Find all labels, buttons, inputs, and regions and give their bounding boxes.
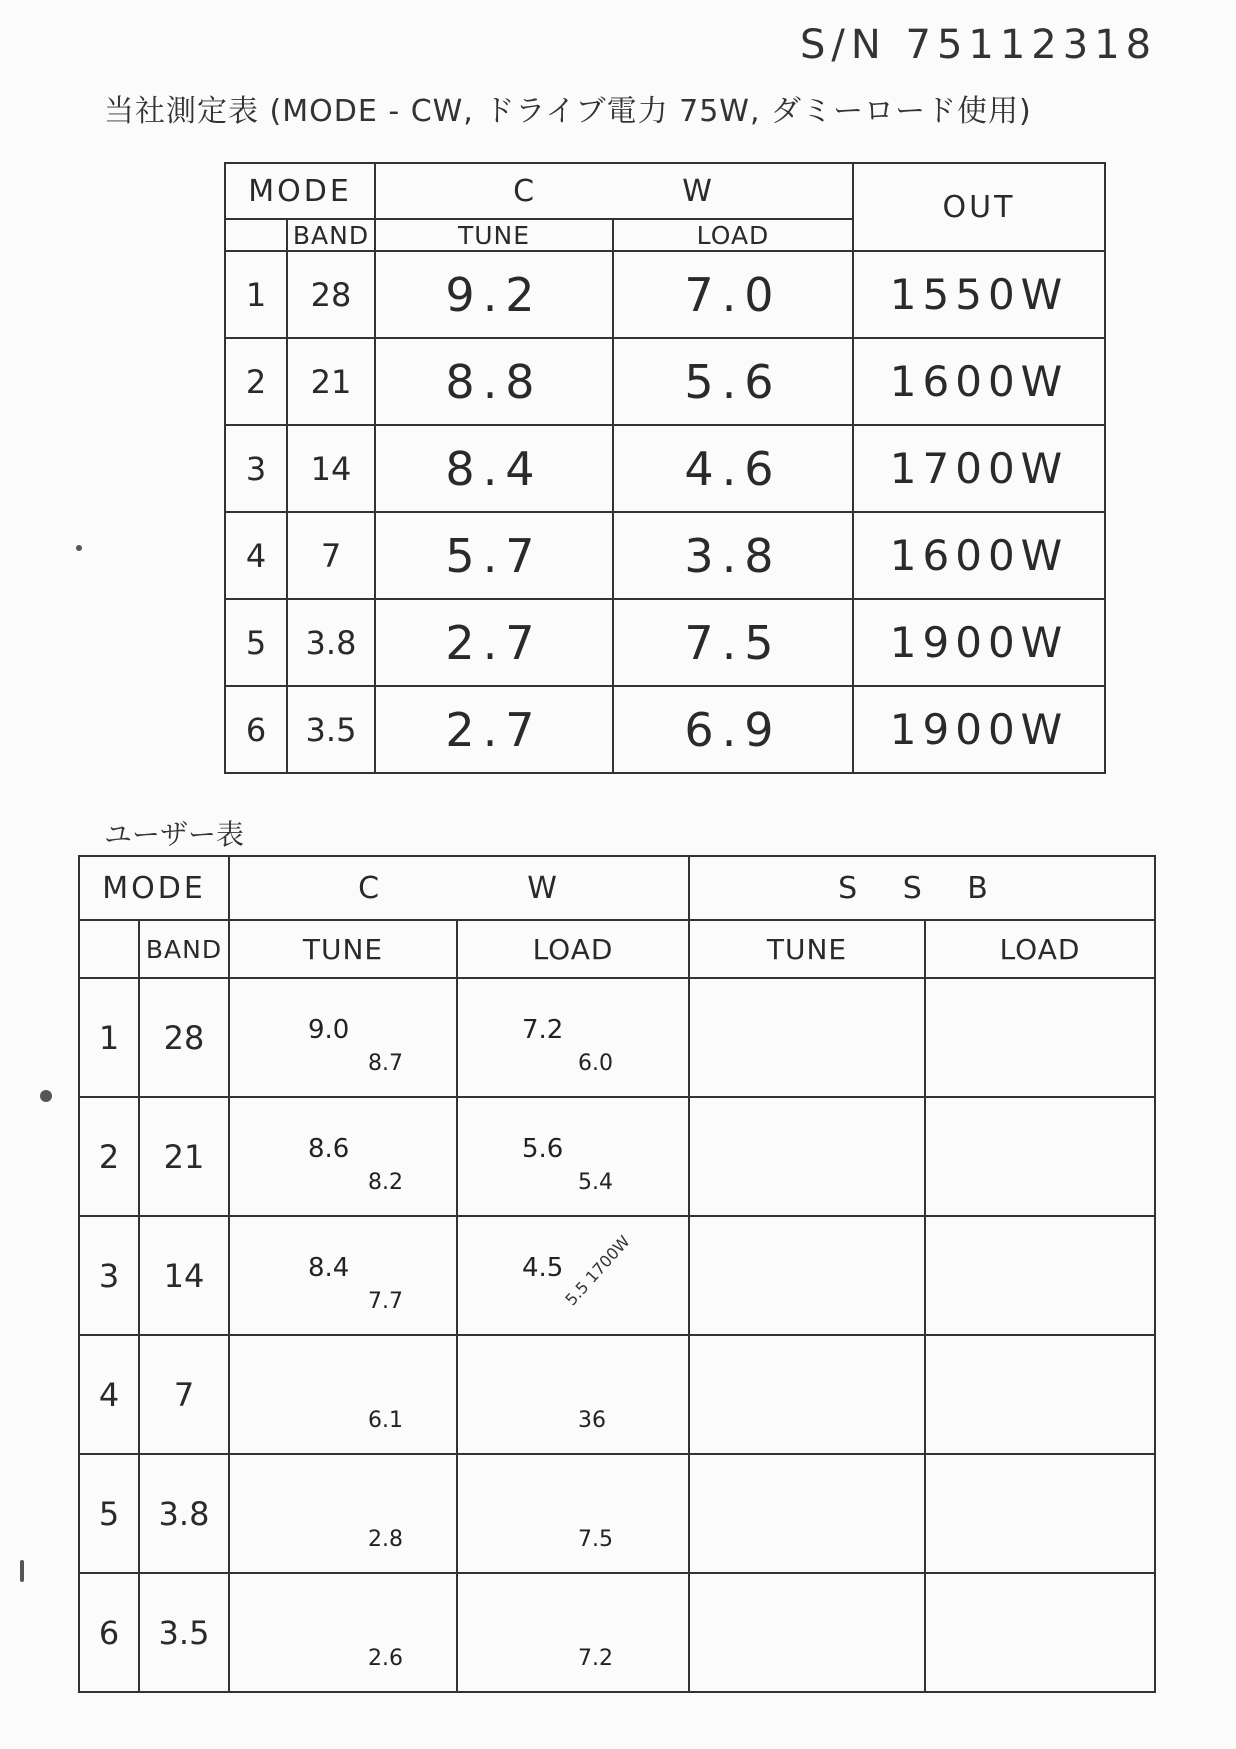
user-ssb-tune-cell bbox=[689, 1335, 925, 1454]
factory-band-cell: 21 bbox=[287, 338, 375, 425]
factory-cw-c: C bbox=[513, 173, 538, 209]
factory-row-number: 2 bbox=[225, 338, 287, 425]
factory-row bbox=[225, 686, 1105, 773]
user-mode-header: MODE bbox=[79, 856, 229, 920]
factory-band-cell: 28 bbox=[287, 251, 375, 338]
user-cw-load-value-2: 5.4 bbox=[578, 1170, 613, 1195]
user-cw-load-value-1: 5.6 bbox=[522, 1134, 564, 1164]
factory-load-cell: 3.8 bbox=[613, 512, 853, 599]
user-row-number: 3 bbox=[79, 1216, 139, 1335]
user-cw-load-value-2: 36 bbox=[578, 1408, 606, 1433]
factory-load-cell: 4.6 bbox=[613, 425, 853, 512]
user-row bbox=[79, 1454, 1155, 1573]
user-cw-load-note: 5.5 1700W bbox=[561, 1231, 634, 1310]
user-band-cell: 7 bbox=[139, 1335, 229, 1454]
factory-tune-cell: 5.7 bbox=[375, 512, 613, 599]
factory-tune-cell: 2.7 bbox=[375, 686, 613, 773]
user-ssb-tune-header: TUNE bbox=[689, 920, 925, 978]
factory-load-header: LOAD bbox=[613, 219, 853, 251]
user-cw-tune-cell bbox=[229, 1097, 457, 1216]
factory-measurement-table bbox=[224, 162, 1106, 774]
factory-row bbox=[225, 425, 1105, 512]
user-cw-tune-value-2: 8.7 bbox=[368, 1051, 403, 1076]
user-cw-load-cell bbox=[457, 1335, 689, 1454]
user-cw-tune-value-1: 8.4 bbox=[308, 1253, 350, 1283]
user-row-number: 5 bbox=[79, 1454, 139, 1573]
user-band-cell: 28 bbox=[139, 978, 229, 1097]
user-band-cell: 3.5 bbox=[139, 1573, 229, 1692]
user-cw-tune-value-1: 9.0 bbox=[308, 1015, 350, 1045]
factory-row-number: 5 bbox=[225, 599, 287, 686]
factory-out-header: OUT bbox=[853, 163, 1105, 251]
user-ssb-load-cell bbox=[925, 1216, 1155, 1335]
factory-band-cell: 3.5 bbox=[287, 686, 375, 773]
factory-table-caption: 当社測定表 (MODE - CW, ドライブ電力 75W, ダミーロード使用) bbox=[104, 94, 1032, 129]
user-cw-load-value-2: 7.2 bbox=[578, 1646, 613, 1671]
factory-cw-header bbox=[375, 163, 853, 219]
user-cw-load-cell bbox=[457, 1454, 689, 1573]
user-ssb-load-cell bbox=[925, 1454, 1155, 1573]
user-ssb-load-header: LOAD bbox=[925, 920, 1155, 978]
user-ssb-tune-cell bbox=[689, 978, 925, 1097]
user-cw-tune-value-2: 2.8 bbox=[368, 1527, 403, 1552]
user-cw-load-cell bbox=[457, 1573, 689, 1692]
factory-tune-cell: 8.4 bbox=[375, 425, 613, 512]
user-row bbox=[79, 1097, 1155, 1216]
factory-row-number: 3 bbox=[225, 425, 287, 512]
user-row-number: 2 bbox=[79, 1097, 139, 1216]
user-cw-tune-cell bbox=[229, 1454, 457, 1573]
scan-speck bbox=[76, 545, 82, 551]
user-cw-load-value-2: 6.0 bbox=[578, 1051, 613, 1076]
factory-row bbox=[225, 251, 1105, 338]
user-cw-tune-cell bbox=[229, 1335, 457, 1454]
factory-band-cell: 7 bbox=[287, 512, 375, 599]
factory-out-cell: 1900W bbox=[853, 686, 1105, 773]
factory-tune-cell: 2.7 bbox=[375, 599, 613, 686]
factory-row-number: 1 bbox=[225, 251, 287, 338]
user-cw-load-header: LOAD bbox=[457, 920, 689, 978]
factory-row-number: 4 bbox=[225, 512, 287, 599]
user-table-caption: ユーザー表 bbox=[104, 818, 245, 851]
user-cw-header bbox=[229, 856, 689, 920]
scan-speck bbox=[20, 1560, 24, 1582]
user-cw-w: W bbox=[527, 870, 560, 906]
user-ssb-load-cell bbox=[925, 1573, 1155, 1692]
user-row-number: 1 bbox=[79, 978, 139, 1097]
scan-speck bbox=[40, 1090, 52, 1102]
factory-out-cell: 1900W bbox=[853, 599, 1105, 686]
factory-out-cell: 1600W bbox=[853, 338, 1105, 425]
user-ssb-tune-cell bbox=[689, 1216, 925, 1335]
factory-tune-cell: 9.2 bbox=[375, 251, 613, 338]
user-cw-load-value-1: 7.2 bbox=[522, 1015, 564, 1045]
user-table bbox=[78, 855, 1156, 1693]
user-cw-c: C bbox=[358, 870, 383, 906]
user-cw-tune-cell bbox=[229, 1216, 457, 1335]
factory-band-cell: 14 bbox=[287, 425, 375, 512]
user-row bbox=[79, 1216, 1155, 1335]
factory-mode-header: MODE bbox=[225, 163, 375, 219]
user-cw-load-value-2: 7.5 bbox=[578, 1527, 613, 1552]
user-cw-tune-cell bbox=[229, 978, 457, 1097]
user-cw-load-cell bbox=[457, 1097, 689, 1216]
factory-out-cell: 1600W bbox=[853, 512, 1105, 599]
user-cw-tune-value-2: 2.6 bbox=[368, 1646, 403, 1671]
user-cw-tune-header: TUNE bbox=[229, 920, 457, 978]
user-ssb-header: S S B bbox=[689, 856, 1155, 920]
user-row bbox=[79, 1335, 1155, 1454]
serial-number: S/N 75112318 bbox=[800, 22, 1158, 68]
factory-row bbox=[225, 512, 1105, 599]
factory-load-cell: 7.5 bbox=[613, 599, 853, 686]
user-no-header bbox=[79, 920, 139, 978]
user-cw-tune-value-1: 8.6 bbox=[308, 1134, 350, 1164]
user-cw-tune-value-2: 6.1 bbox=[368, 1408, 403, 1433]
user-cw-tune-value-2: 7.7 bbox=[368, 1289, 403, 1314]
user-row-number: 6 bbox=[79, 1573, 139, 1692]
user-row bbox=[79, 1573, 1155, 1692]
user-cw-load-cell bbox=[457, 978, 689, 1097]
user-cw-load-value-1: 4.5 bbox=[522, 1253, 564, 1283]
user-ssb-tune-cell bbox=[689, 1097, 925, 1216]
user-row bbox=[79, 978, 1155, 1097]
factory-out-cell: 1550W bbox=[853, 251, 1105, 338]
factory-band-cell: 3.8 bbox=[287, 599, 375, 686]
user-cw-load-cell bbox=[457, 1216, 689, 1335]
user-ssb-tune-cell bbox=[689, 1454, 925, 1573]
factory-row bbox=[225, 599, 1105, 686]
user-ssb-load-cell bbox=[925, 1097, 1155, 1216]
user-ssb-load-cell bbox=[925, 978, 1155, 1097]
user-row-number: 4 bbox=[79, 1335, 139, 1454]
factory-no-header bbox=[225, 219, 287, 251]
user-band-cell: 3.8 bbox=[139, 1454, 229, 1573]
factory-load-cell: 5.6 bbox=[613, 338, 853, 425]
user-ssb-tune-cell bbox=[689, 1573, 925, 1692]
factory-load-cell: 7.0 bbox=[613, 251, 853, 338]
user-band-cell: 14 bbox=[139, 1216, 229, 1335]
user-band-header: BAND bbox=[139, 920, 229, 978]
user-cw-tune-cell bbox=[229, 1573, 457, 1692]
factory-row-number: 6 bbox=[225, 686, 287, 773]
factory-band-header: BAND bbox=[287, 219, 375, 251]
user-cw-tune-value-2: 8.2 bbox=[368, 1170, 403, 1195]
user-band-cell: 21 bbox=[139, 1097, 229, 1216]
factory-out-cell: 1700W bbox=[853, 425, 1105, 512]
factory-row bbox=[225, 338, 1105, 425]
user-ssb-load-cell bbox=[925, 1335, 1155, 1454]
factory-tune-header: TUNE bbox=[375, 219, 613, 251]
factory-load-cell: 6.9 bbox=[613, 686, 853, 773]
factory-tune-cell: 8.8 bbox=[375, 338, 613, 425]
factory-cw-w: W bbox=[682, 173, 715, 209]
